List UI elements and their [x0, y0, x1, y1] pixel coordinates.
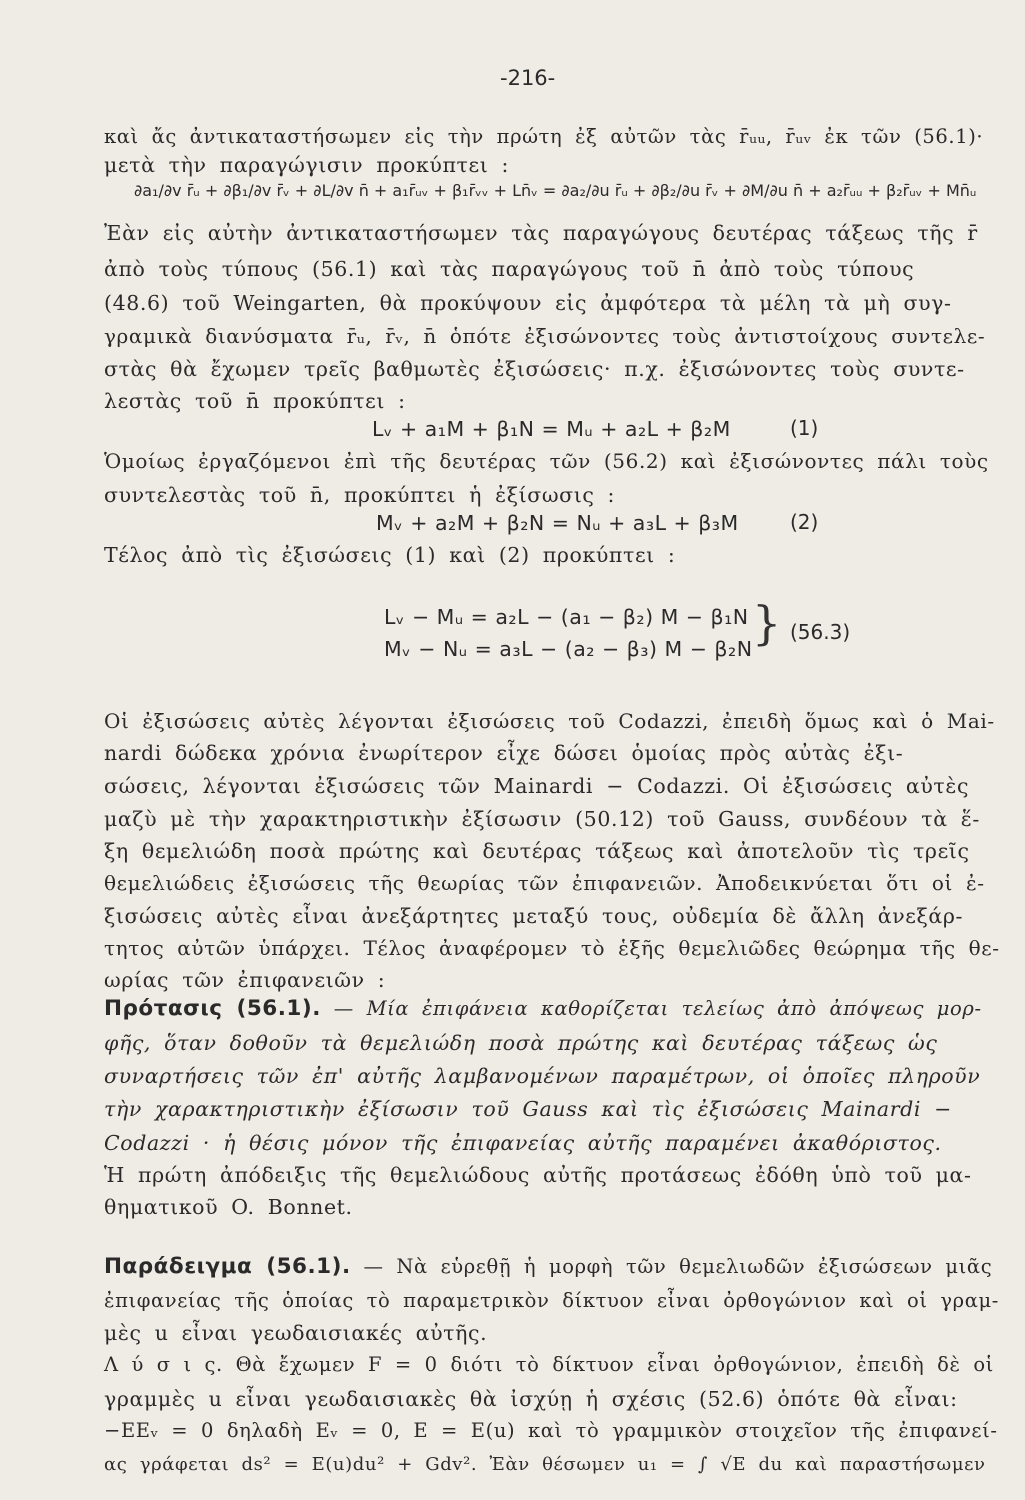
proposition-text: — Μία ἐπιφάνεια καθορίζεται τελείως ἀπὸ ἀπόψεως μορ- — [333, 997, 982, 1020]
text-line: γραμμὲς u εἶναι γεωδαισιακὲς θὰ ἰσχύῃ ἡ σχέσις (52.6) ὁπότε θὰ εἶναι: — [104, 1387, 958, 1411]
text-line: Ἡ πρώτη ἀπόδειξις τῆς θεμελιώδους αὐτῆς προτάσεως ἐδόθη ὑπὸ τοῦ μα- — [104, 1163, 972, 1187]
equation-1: Lᵥ + a₁M + β₁N = Mᵤ + a₂L + β₂M — [372, 417, 731, 441]
equation-2: Mᵥ + a₂M + β₂N = Nᵤ + a₃L + β₃M — [376, 511, 739, 535]
equation-line: ∂a₁/∂v r̄ᵤ + ∂β₁/∂v r̄ᵥ + ∂L/∂v n̄ + a₁r̄ᵤᵥ + β₁r̄ᵥᵥ + Ln̄ᵥ = ∂a₂/∂u r̄ᵤ + ∂β₂/∂u r̄ᵥ + ∂M/∂u n̄ + a₂r̄ᵤᵤ + β₂r̄ᵤᵥ + Mn̄ᵤ — [134, 181, 977, 200]
text-line: Ὁμοίως ἐργαζόμενοι ἐπὶ τῆς δευτέρας τῶν (56.2) καὶ ἐξισώνοντες πάλι τοὺς — [104, 449, 989, 473]
equation-tag: (56.3) — [790, 620, 851, 644]
text-line: γραμικὰ διανύσματα r̄ᵤ, r̄ᵥ, n̄ ὁπότε ἐξισώνοντες τοὺς ἀντιστοίχους συντελε- — [104, 324, 986, 348]
text-line: ξισώσεις αὐτὲς εἶναι ἀνεξάρτητες μεταξύ τους, οὐδεμία δὲ ἄλλη ἀνεξάρ- — [104, 904, 964, 928]
text-line: ας γράφεται ds² = E(u)du² + Gdv². Ἐὰν θέσωμεν u₁ = ∫ √E du καὶ παραστήσωμεν — [104, 1454, 986, 1475]
text-line: Οἱ ἐξισώσεις αὐτὲς λέγονται ἐξισώσεις τοῦ Codazzi, ἐπειδὴ ὅμως καὶ ὁ Mai- — [104, 709, 995, 733]
example-heading: Παράδειγμα (56.1). — [104, 1254, 351, 1279]
text-line: τητος αὐτῶν ὑπάρχει. Τέλος ἀναφέρομεν τὸ ἑξῆς θεμελιῶδες θεώρημα τῆς θε- — [104, 936, 1000, 960]
equation-tag: (2) — [790, 510, 819, 534]
text-line: φῆς, ὅταν δοθοῦν τὰ θεμελιώδη ποσὰ πρώτης καὶ δευτέρας τάξεως ὡς — [104, 1031, 938, 1055]
text-line: ἀπὸ τοὺς τύπους (56.1) καὶ τὰς παραγώγους τοῦ n̄ ἀπὸ τοὺς τύπους — [104, 257, 915, 281]
equation-3a: Lᵥ − Mᵤ = a₂L − (a₁ − β₂) M − β₁N — [384, 605, 749, 629]
text-line: Ἐὰν εἰς αὐτὴν ἀντικαταστήσωμεν τὰς παραγώγους δευτέρας τάξεως τῆς r̄ — [104, 221, 978, 245]
text-line: θηματικοῦ O. Bonnet. — [104, 1195, 353, 1219]
text-line: nardi δώδεκα χρόνια ἐνωρίτερον εἶχε δώσει ὁμοίας πρὸς αὐτὰς ἐξι- — [104, 741, 904, 765]
text-line: ξη θεμελιώδη ποσὰ πρώτης καὶ δευτέρας τάξεως καὶ ἀποτελοῦν τὶς τρεῖς — [104, 839, 970, 863]
text-line: (48.6) τοῦ Weingarten, θὰ προκύψουν εἰς ἀμφότερα τὰ μέλη τὰ μὴ συγ- — [104, 291, 952, 315]
text-line: λεστὰς τοῦ n̄ προκύπτει : — [104, 389, 406, 413]
example-line — [104, 1254, 993, 1280]
text-line: ωρίας τῶν ἐπιφανειῶν : — [104, 968, 386, 992]
text-line: μαζὺ μὲ τὴν χαρακτηριστικὴν ἐξίσωσιν (50.12) τοῦ Gauss, συνδέουν τὰ ἕ- — [104, 807, 980, 831]
page-number: -216- — [500, 66, 556, 90]
text-line: μετὰ τὴν παραγώγισιν προκύπτει : — [104, 153, 509, 177]
text-line: θεμελιώδεις ἐξισώσεις τῆς θεωρίας τῶν ἐπιφανειῶν. Ἀποδεικνύεται ὅτι οἱ ἐ- — [104, 871, 985, 895]
proposition-heading: Πρότασις (56.1). — [104, 996, 321, 1021]
equation-3b: Mᵥ − Nᵤ = a₃L − (a₂ − β₃) M − β₂N — [384, 637, 753, 661]
right-brace-icon: } — [752, 596, 782, 650]
text-line: Τέλος ἀπὸ τὶς ἐξισώσεις (1) καὶ (2) προκύπτει : — [104, 543, 676, 567]
text-line: συντελεστὰς τοῦ n̄, προκύπτει ἡ ἐξίσωσις : — [104, 483, 616, 507]
example-text: — Νὰ εὑρεθῇ ἡ μορφὴ τῶν θεμελιωδῶν ἐξισώσεων μιᾶς — [363, 1255, 993, 1278]
proposition-line — [104, 996, 984, 1022]
text-line: μὲς u εἶναι γεωδαισιακές αὐτῆς. — [104, 1321, 488, 1345]
text-line: συναρτήσεις τῶν ἐπ' αὐτῆς λαμβανομένων παραμέτρων, οἱ ὁποῖες πληροῦν — [104, 1064, 981, 1088]
text-line: ἐπιφανείας τῆς ὁποίας τὸ παραμετρικὸν δίκτυον εἶναι ὀρθογώνιον καὶ οἱ γραμ- — [104, 1289, 999, 1312]
text-line: σώσεις, λέγονται ἐξισώσεις τῶν Mainardi − Codazzi. Οἱ ἐξισώσεις αὐτὲς — [104, 774, 970, 798]
text-line: −EEᵥ = 0 δηλαδὴ Eᵥ = 0, E = E(u) καὶ τὸ γραμμικὸν στοιχεῖον τῆς ἐπιφανεί- — [104, 1419, 998, 1442]
text-line: τὴν χαρακτηριστικὴν ἐξίσωσιν τοῦ Gauss καὶ τὶς ἐξισώσεις Mainardi − — [104, 1097, 952, 1121]
text-line: Codazzi · ἡ θέσις μόνον τῆς ἐπιφανείας αὐτῆς παραμένει ἀκαθόριστος. — [104, 1131, 942, 1155]
text-line: καὶ ἄς ἀντικαταστήσωμεν εἰς τὴν πρώτη ἐξ αὐτῶν τὰς r̄ᵤᵤ, r̄ᵤᵥ ἐκ τῶν (56.1)· — [104, 125, 984, 148]
equation-tag: (1) — [790, 416, 819, 440]
text-line: στὰς θὰ ἔχωμεν τρεῖς βαθμωτὲς ἐξισώσεις· π.χ. ἐξισώνοντες τοὺς συντε- — [104, 357, 965, 381]
text-line: Λ ύ σ ι ς. Θὰ ἔχωμεν F = 0 διότι τὸ δίκτυον εἶναι ὀρθογώνιον, ἐπειδὴ δὲ οἱ — [104, 1353, 994, 1376]
